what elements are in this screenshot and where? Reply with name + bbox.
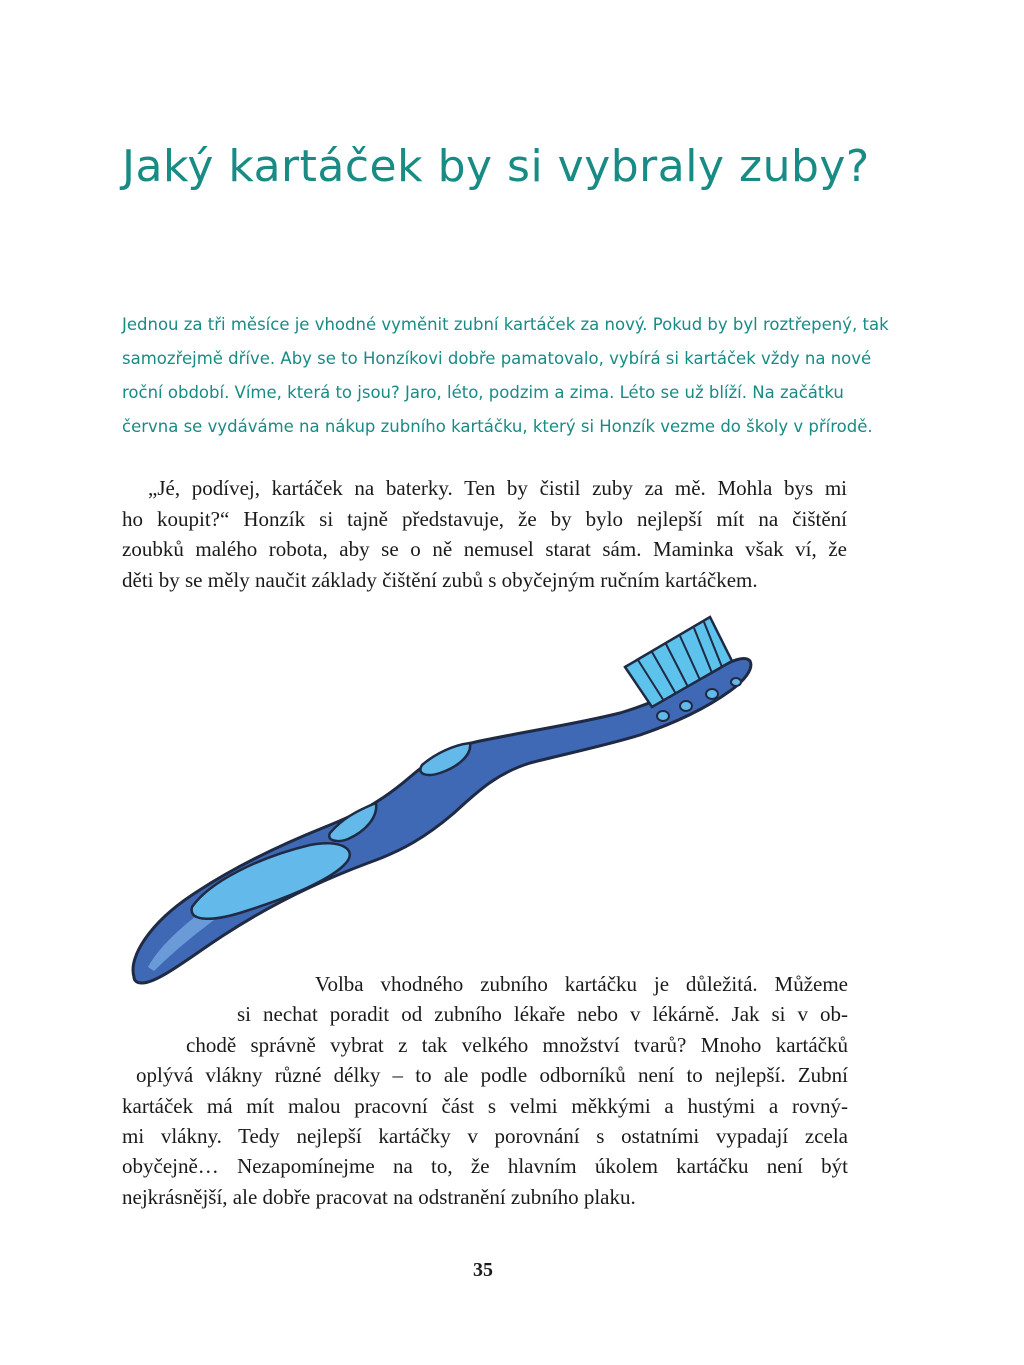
- intro-line: Jednou za tři měsíce je vhodné vyměnit zubní kartáček za nový. Pokud by byl roztřepený, tak: [122, 315, 889, 334]
- paragraph-line: chodě správně vybrat z tak velkého množství tvarů? Mnoho kartáčků: [186, 1032, 848, 1057]
- toothbrush-illustration: [120, 605, 765, 990]
- intro-paragraph: [122, 308, 889, 444]
- paragraph-line: Volba vhodného zubního kartáčku je důležitá. Můžeme: [315, 972, 848, 996]
- paragraph-line: ho koupit?“ Honzík si tajně představuje, že by bylo nejlepší mít na čištění: [122, 506, 847, 531]
- body-paragraph-1: [122, 473, 847, 595]
- paragraph-line: mi vlákny. Tedy nejlepší kartáčky v porovnání s ostatními vypadají zcela: [122, 1124, 848, 1149]
- paragraph-line: „Jé, podívej, kartáček na baterky. Ten by čistil zuby za mě. Mohla bys mi: [148, 476, 847, 500]
- paragraph-line: obyčejně… Nezapomínejme na to, že hlavním úkolem kartáčku není být: [122, 1154, 848, 1179]
- toothbrush-handle: [133, 659, 751, 983]
- intro-line: června se vydáváme na nákup zubního kartáčku, který si Honzík vezme do školy v přírodě.: [122, 417, 873, 436]
- paragraph-line: si nechat poradit od zubního lékaře nebo v lékárně. Jak si v ob-: [237, 1002, 848, 1027]
- paragraph-line: zoubků malého robota, aby se o ně nemusel starat sám. Maminka však ví, že: [122, 537, 847, 561]
- intro-line: samozřejmě dříve. Aby se to Honzíkovi dobře pamatovalo, vybírá si kartáček vždy na nové: [122, 349, 872, 368]
- intro-line: roční období. Víme, která to jsou? Jaro, léto, podzim a zima. Léto se už blíží. Na začátku: [122, 383, 844, 402]
- paragraph-line: oplývá vlákny různé délky – to ale podle odborníků není to nejlepší. Zubní: [136, 1063, 848, 1088]
- paragraph-line: děti by se měly naučit základy čištění zubů s obyčejným ručním kartáčkem.: [122, 567, 758, 592]
- paragraph-line: kartáček má mít malou pracovní část s velmi měkkými a hustými a rovný-: [122, 1093, 848, 1118]
- page-title: Jaký kartáček by si vybraly zuby?: [122, 141, 870, 192]
- page-number: 35: [473, 1259, 493, 1281]
- body-paragraph-2: [0, 969, 848, 1212]
- paragraph-line: nejkrásnější, ale dobře pracovat na odstranění zubního plaku.: [122, 1184, 636, 1209]
